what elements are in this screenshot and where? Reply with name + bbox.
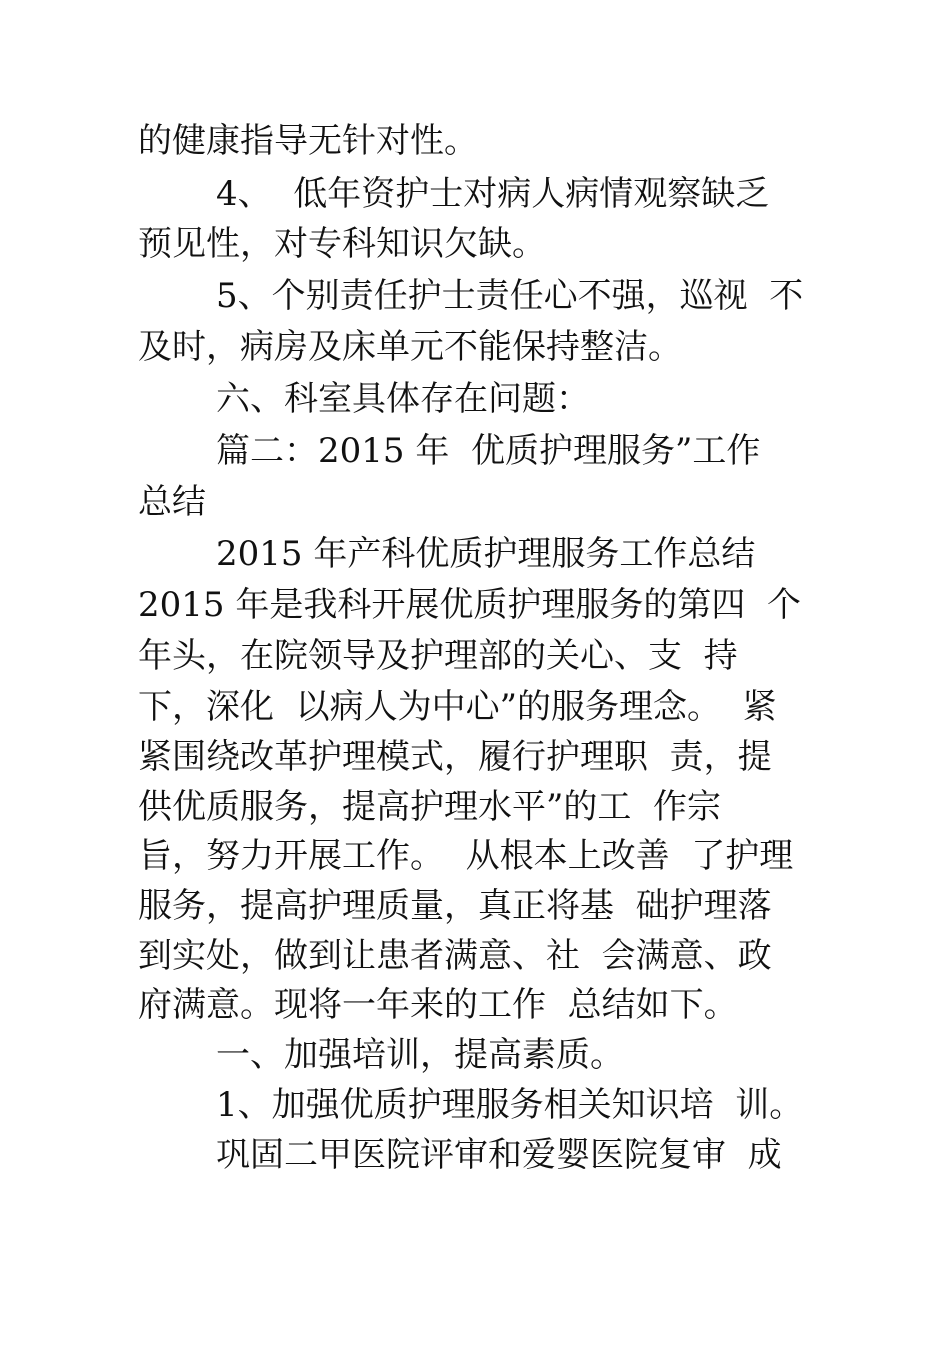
text-line: 4、 低年资护士对病人病情观察缺乏 (216, 174, 770, 214)
text-line: 及时，病房及床单元不能保持整洁。 (138, 327, 682, 367)
text-line: 2015 年是我科开展优质护理服务的第四 个 (138, 585, 801, 625)
text-line: 的健康指导无针对性。 (138, 121, 478, 161)
text-line: 到实处，做到让患者满意、社 会满意、政 (138, 936, 772, 976)
text-line: 供优质服务，提高护理水平”的工 作宗 (138, 787, 721, 827)
text-line: 下，深化 以病人为中心”的服务理念。 紧 (138, 687, 777, 727)
document-title: 2015 年产科优质护理服务工作总结 (216, 534, 756, 574)
text-line: 服务，提高护理质量，真正将基 础护理落 (138, 886, 772, 926)
text-line: 5、个别责任护士责任心不强，巡视 不 (216, 276, 804, 316)
text-line: 年头，在院领导及护理部的关心、支 持 (138, 636, 738, 676)
text-line: 旨，努力开展工作。 从根本上改善 了护理 (138, 836, 794, 876)
text-line: 总结 (138, 482, 206, 522)
section-heading: 篇二：2015 年 优质护理服务”工作 (216, 431, 761, 471)
text-line: 1、加强优质护理服务相关知识培 训。 (216, 1085, 804, 1125)
section-heading: 六、科室具体存在问题： (216, 379, 590, 419)
text-line: 巩固二甲医院评审和爱婴医院复审 成 (216, 1135, 782, 1175)
text-line: 府满意。现将一年来的工作 总结如下。 (138, 985, 738, 1025)
text-line: 预见性，对专科知识欠缺。 (138, 224, 546, 264)
section-heading: 一、加强培训，提高素质。 (216, 1035, 624, 1075)
text-line: 紧围绕改革护理模式，履行护理职 责，提 (138, 737, 772, 777)
